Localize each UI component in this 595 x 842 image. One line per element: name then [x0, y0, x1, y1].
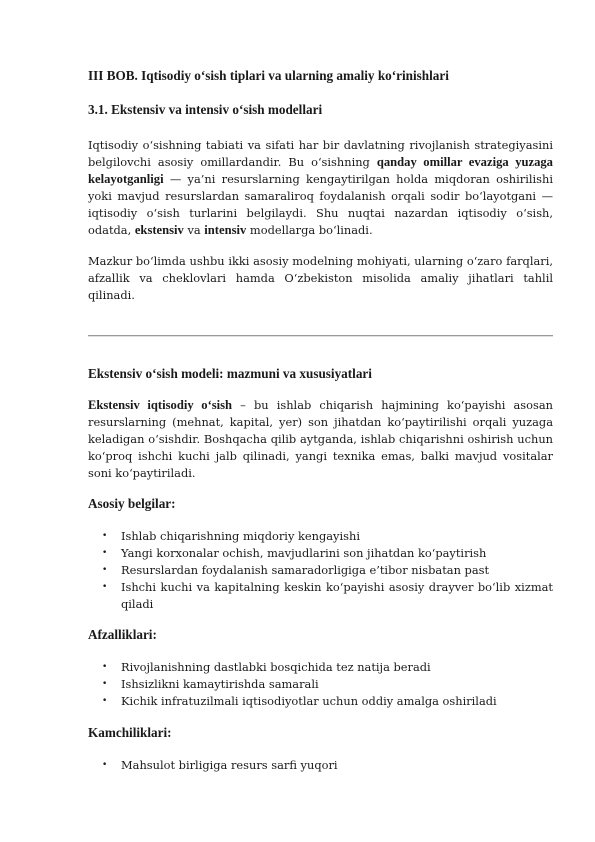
intro-bold-phrase: qanday omillar evaziga yuzaga kelayotganligi	[88, 155, 553, 186]
bullet-icon: •	[102, 696, 108, 706]
bullet-icon: •	[102, 662, 108, 672]
list-item-text: Rivojlanishning dastlabki bosqichida tez natija beradi	[121, 660, 431, 674]
bullet-icon: •	[102, 565, 108, 575]
features-label: Asosiy belgilar:	[88, 496, 176, 511]
list-item	[88, 757, 553, 774]
definition-text: – bu ishlab chiqarish hajmining ko‘payishi asosan resurslarning (mehnat, kapital, yer) son jihatdan ko‘paytirilishi orqali yuzaga keladigan o‘sishdir. Boshqacha qilib aytganda, ishlab chiqarishni oshirish uchun ko‘proq ishchi kuchi jalb qilinadi, yangi texnika emas, balki mavjud vositalar soni ko‘paytiriladi.	[88, 398, 553, 480]
subsection-title: Ekstensiv o‘sish modeli: mazmuni va xususiyatlari	[88, 366, 372, 381]
intro-text-b: — ya’ni resurslarning kengaytirilgan holda miqdoran oshirilishi yoki mavjud resurslardan samaraliroq foydalanish orqali sodir bo‘layotgani — iqtisodiy o‘sish turlarini belgilaydi. Shu nuqtai nazardan iqtisodiy o‘sish, odatda,	[88, 172, 553, 237]
list-item-text: Kichik infratuzilmali iqtisodiyotlar uchun oddiy amalga oshiriladi	[121, 694, 497, 708]
section-divider	[88, 335, 553, 337]
intro-paragraph	[88, 137, 553, 239]
list-item	[88, 659, 553, 676]
bullet-icon: •	[102, 531, 108, 541]
advantages-list	[88, 659, 553, 710]
list-item-text: Mahsulot birligiga resurs sarfi yuqori	[121, 758, 338, 772]
chapter-title: III BOB. Iqtisodiy o‘sish tiplari va ularning amaliy ko‘rinishlari	[88, 68, 449, 83]
list-item-text: Yangi korxonalar ochish, mavjudlarini son jihatdan ko‘paytirish	[121, 546, 487, 560]
list-item	[88, 528, 553, 545]
term-ekstensiv: ekstensiv	[134, 223, 184, 237]
bullet-icon: •	[102, 760, 108, 770]
advantages-label: Afzalliklari:	[88, 627, 157, 642]
definition-paragraph	[88, 397, 553, 482]
term-intensiv: intensiv	[204, 223, 247, 237]
bullet-icon: •	[102, 582, 108, 592]
section-title: 3.1. Ekstensiv va intensiv o‘sish modellari	[88, 102, 323, 117]
list-item-text: Ishlab chiqarishning miqdoriy kengayishi	[121, 529, 360, 543]
list-item-text: Ishsizlikni kamaytirishda samarali	[121, 677, 319, 691]
intro-text-c: va	[183, 223, 205, 237]
list-item-text: Resurslardan foydalanish samaradorligiga e’tibor nisbatan past	[121, 563, 490, 577]
list-item	[88, 676, 553, 693]
list-item	[88, 545, 553, 562]
features-list	[88, 528, 553, 613]
intro-text-d: modellarga bo‘linadi.	[246, 223, 373, 237]
list-item	[88, 579, 553, 613]
list-item-text: Ishchi kuchi va kapitalning keskin ko‘payishi asosiy drayver bo‘lib xizmat qiladi	[121, 580, 553, 611]
definition-term: Ekstensiv iqtisodiy o‘sish	[88, 398, 233, 412]
bullet-icon: •	[102, 548, 108, 558]
list-item	[88, 693, 553, 710]
scope-paragraph: Mazkur bo‘limda ushbu ikki asosiy modelning mohiyati, ularning o‘zaro farqlari, afzallik va cheklovlari hamda O‘zbekiston misolida amaliy jihatlari tahlil qilinadi.	[88, 254, 553, 302]
list-item	[88, 562, 553, 579]
bullet-icon: •	[102, 679, 108, 689]
limitations-list	[88, 757, 553, 774]
intro-text-a: Iqtisodiy o‘sishning tabiati va sifati har bir davlatning rivojlanish strategiyasini belgilovchi asosiy omillardandir. Bu o‘sishning	[88, 138, 553, 169]
limitations-label: Kamchiliklari:	[88, 725, 172, 740]
